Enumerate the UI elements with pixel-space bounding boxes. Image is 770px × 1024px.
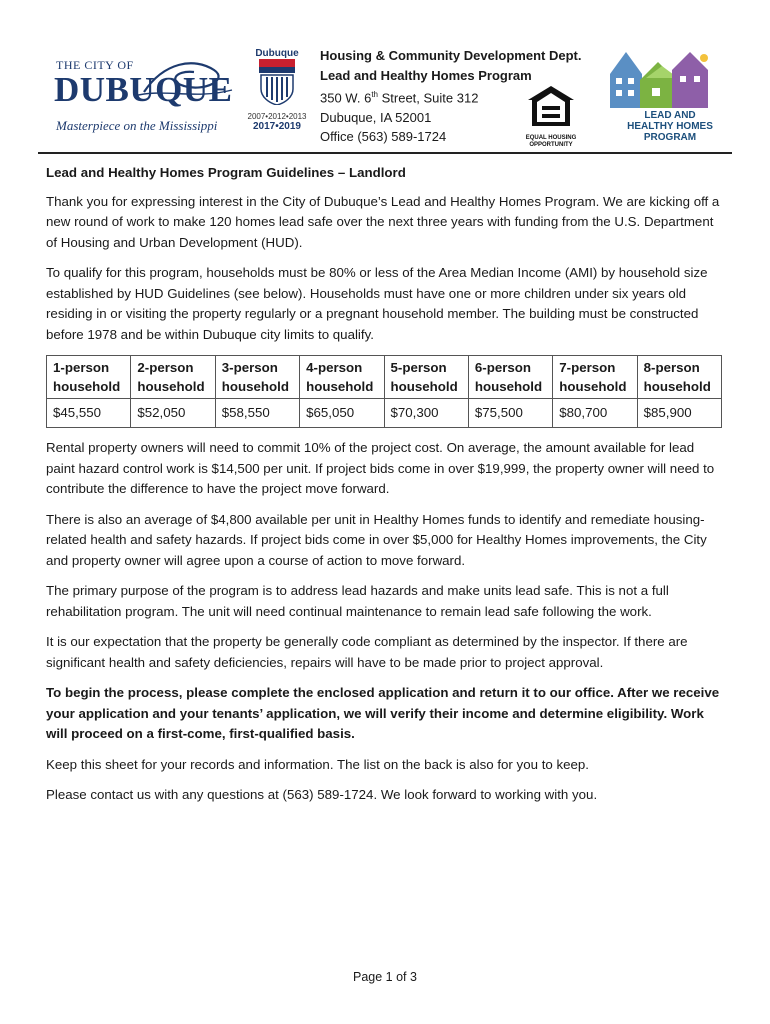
header-1-person: 1-person household	[47, 356, 131, 399]
logo-tagline: Masterpiece on the Mississippi	[56, 118, 218, 133]
eho-label-line-2: OPPORTUNITY	[529, 142, 573, 148]
header-divider	[38, 152, 732, 154]
header-7-person: 7-person household	[553, 356, 637, 399]
all-america-city-logo	[246, 48, 308, 138]
header-4-person: 4-person household	[300, 356, 384, 399]
street-ordinal: th	[371, 90, 378, 99]
application-instructions-paragraph: To begin the process, please complete the enclosed application and return it to our office. After we receive your application and your tenants’ application, we will verify their income and determine eligibility. Work will proceed on a first-come, first-qualified basis.	[46, 685, 720, 741]
income-8-person: $85,900	[637, 399, 721, 428]
lhh-line-3: PROGRAM	[643, 132, 697, 143]
lhh-line-1: LEAD AND	[644, 110, 696, 121]
logo-city-of-text: THE CITY OF	[56, 58, 134, 72]
intro-paragraph: Thank you for expressing interest in the City of Dubuque’s Lead and Healthy Homes Program. We are kicking off a new round of work to make 120 homes lead safe over the next three years with funding from the U.S. Department of Housing and Urban Development (HUD).	[46, 193, 720, 250]
document-body	[46, 163, 722, 816]
income-limits-table	[46, 355, 722, 428]
income-1-person: $45,550	[47, 399, 131, 428]
eho-label	[514, 135, 588, 149]
header-8-person: 8-person household	[637, 356, 721, 399]
income-2-person: $52,050	[131, 399, 215, 428]
department-name: Housing & Community Development Dept.	[320, 48, 582, 63]
income-5-person: $70,300	[384, 399, 468, 428]
street-number: 350 W. 6	[320, 90, 372, 106]
lead-healthy-homes-logo	[606, 44, 718, 148]
records-paragraph: Keep this sheet for your records and information. The list on the back is also for you to keep.	[46, 756, 590, 772]
header-5-person: 5-person household	[384, 356, 468, 399]
program-name: Lead and Healthy Homes Program	[320, 67, 532, 83]
logo-dubuque-text: DUBUQUE	[54, 70, 233, 109]
eligibility-paragraph: To qualify for this program, households must be 80% or less of the Area Median Income (AMI) by household size established by HUD Guidelines (see below). Households must have one or more children under six years old residing in or visiting the property regularly or a pregnant household member. The building must be constructed before 1978 and be within Dubuque city limits to qualify.	[46, 265, 708, 342]
header-6-person: 6-person household	[468, 356, 552, 399]
city-of-dubuque-logo	[52, 52, 240, 140]
owner-commitment-paragraph: Rental property owners will need to commit 10% of the project cost. On average, the amount available for lead paint hazard control work is $14,500 per unit. If project bids come in over $19,999, the property owner will need to contribute the difference to have the project move forward.	[46, 440, 715, 496]
eho-label-line-1: EQUAL HOUSING	[525, 135, 577, 141]
aac-years-line-1: 2007•2012•2013	[247, 112, 307, 121]
income-3-person: $58,550	[215, 399, 299, 428]
header-2-person: 2-person household	[131, 356, 215, 399]
office-phone: Office (563) 589-1724	[320, 129, 447, 145]
program-purpose-paragraph: The primary purpose of the program is to address lead hazards and make units lead safe. This is not a full rehabilitation program. The unit will need continual maintenance to remain lead safe following the work.	[46, 583, 669, 619]
code-compliance-paragraph: It is our expectation that the property be generally code compliant as determined by the inspector. If there are significant health and safety deficiencies, repairs will have to be made prior to project approval.	[46, 634, 688, 670]
city-state-zip: Dubuque, IA 52001	[320, 109, 432, 125]
header-3-person: 3-person household	[215, 356, 299, 399]
lhh-logo-text	[624, 110, 716, 143]
healthy-homes-funds-paragraph: There is also an average of $4,800 available per unit in Healthy Homes funds to identify and remediate housing-related health and safety hazards. If project bids come in over $5,000 for Healthy Homes improvements, the City and property owner will agree upon a course of action to move forward.	[46, 511, 707, 568]
lhh-line-2: HEALTHY HOMES	[627, 121, 713, 132]
aac-city-name: Dubuque	[255, 48, 299, 59]
aac-years-line-2: 2017•2019	[253, 121, 301, 132]
street-name: Street, Suite 312	[377, 90, 479, 106]
contact-paragraph: Please contact us with any questions at (563) 589-1724. We look forward to working with you.	[46, 787, 598, 802]
houses-icon	[606, 44, 718, 110]
income-4-person: $65,050	[300, 399, 384, 428]
equal-housing-opportunity-logo	[514, 84, 588, 150]
income-table-values-row	[47, 399, 722, 428]
document-title: Lead and Healthy Homes Program Guidelines – Landlord	[46, 165, 406, 180]
income-7-person: $80,700	[553, 399, 637, 428]
equal-housing-house-icon	[526, 84, 576, 128]
income-6-person: $75,500	[468, 399, 552, 428]
income-table-header-row	[47, 356, 722, 399]
all-america-city-shield-icon	[255, 59, 299, 105]
letterhead	[0, 0, 770, 152]
page-number: Page 1 of 3	[353, 970, 417, 984]
